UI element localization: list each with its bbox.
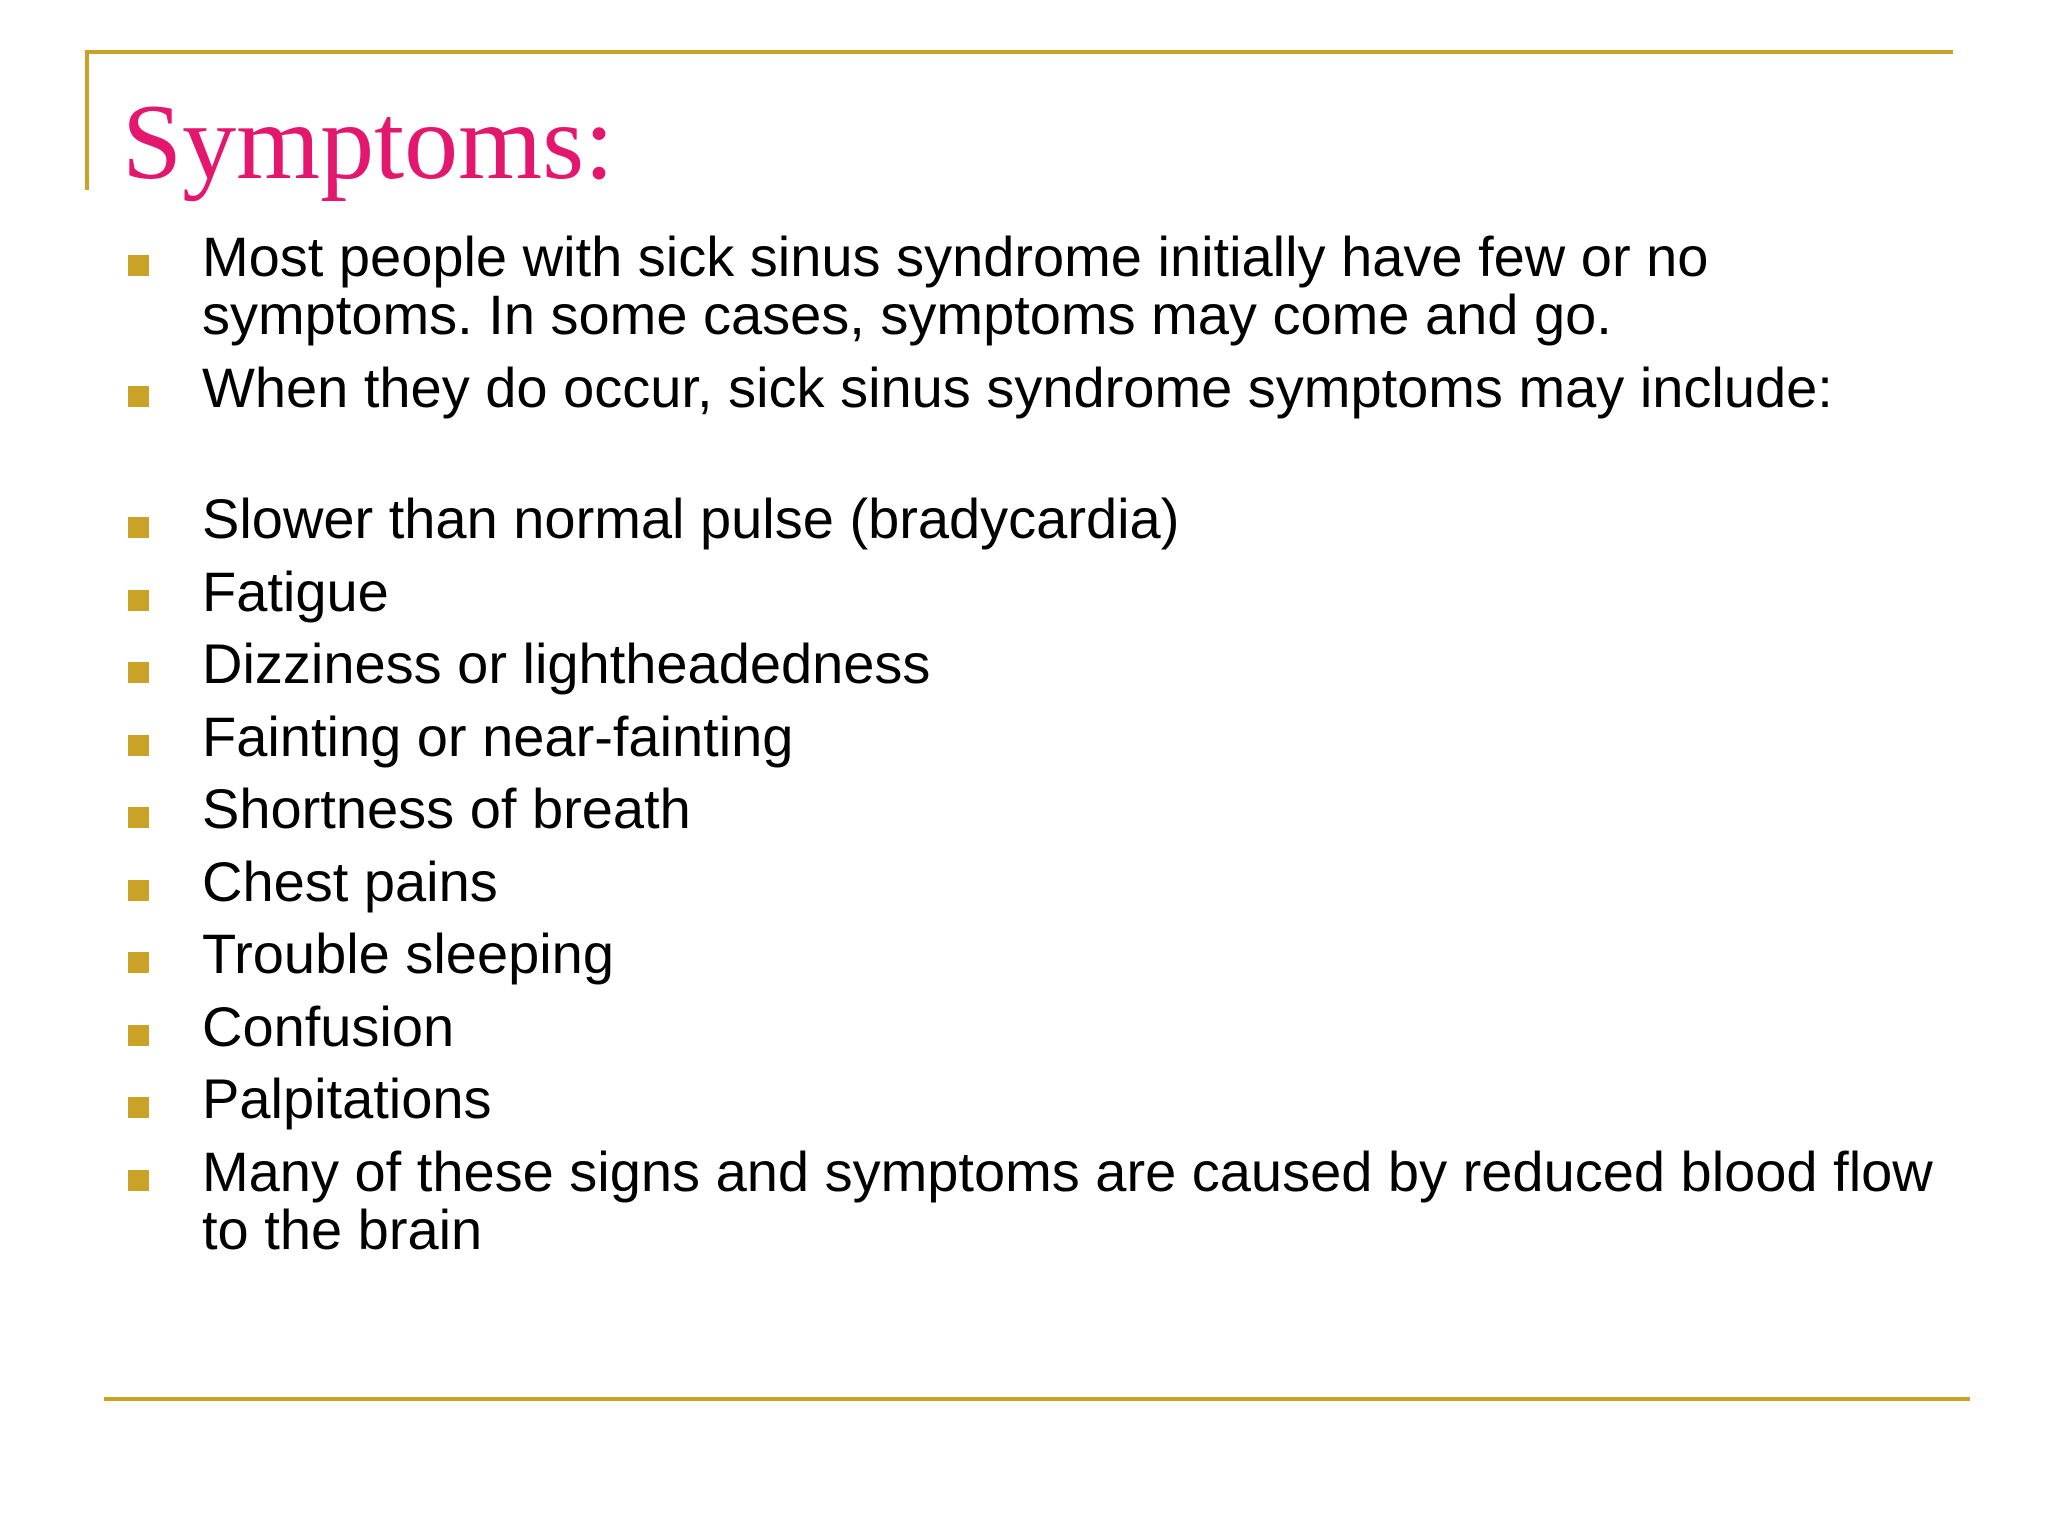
square-bullet-icon bbox=[128, 952, 149, 973]
bullet-item bbox=[128, 225, 1958, 346]
bullet-item bbox=[128, 1140, 1958, 1261]
bullet-text: Most people with sick sinus syndrome initially have few or no symptoms. In some cases, symptoms may come and go. bbox=[202, 225, 1709, 346]
square-bullet-icon bbox=[128, 1170, 149, 1191]
bullet-item bbox=[128, 560, 1958, 623]
square-bullet-icon bbox=[128, 807, 149, 828]
top-rule bbox=[85, 50, 1953, 54]
bullet-item bbox=[128, 705, 1958, 768]
bullet-text: Many of these signs and symptoms are caused by reduced blood flow to the brain bbox=[202, 1140, 1933, 1261]
square-bullet-icon bbox=[128, 255, 149, 276]
bullet-text: Fainting or near-fainting bbox=[202, 705, 794, 768]
square-bullet-icon bbox=[128, 1025, 149, 1046]
bullet-text: Dizziness or lightheadedness bbox=[202, 632, 931, 695]
bullet-item bbox=[128, 777, 1958, 840]
bullet-text: Slower than normal pulse (bradycardia) bbox=[202, 487, 1180, 550]
square-bullet-icon bbox=[128, 517, 149, 538]
square-bullet-icon bbox=[128, 662, 149, 683]
square-bullet-icon bbox=[128, 386, 149, 407]
bullet-item bbox=[128, 632, 1958, 695]
square-bullet-icon bbox=[128, 735, 149, 756]
left-rule bbox=[85, 50, 89, 190]
bullet-text: Chest pains bbox=[202, 850, 498, 913]
bullet-text: Shortness of breath bbox=[202, 777, 691, 840]
bullet-item bbox=[128, 922, 1958, 985]
bullet-item bbox=[128, 850, 1958, 913]
square-bullet-icon bbox=[128, 590, 149, 611]
bullet-text: When they do occur, sick sinus syndrome symptoms may include: bbox=[202, 356, 1833, 419]
square-bullet-icon bbox=[128, 1097, 149, 1118]
bullet-item bbox=[128, 356, 1958, 475]
bullet-item bbox=[128, 487, 1958, 550]
slide-title: Symptoms: bbox=[122, 83, 615, 202]
bullet-text: Fatigue bbox=[202, 560, 389, 623]
bullet-text: Palpitations bbox=[202, 1067, 492, 1130]
square-bullet-icon bbox=[128, 880, 149, 901]
bullet-text: Trouble sleeping bbox=[202, 922, 614, 985]
bottom-rule bbox=[104, 1397, 1970, 1401]
bullet-item bbox=[128, 995, 1958, 1058]
bullet-item bbox=[128, 1067, 1958, 1130]
bullet-text: Confusion bbox=[202, 995, 455, 1058]
